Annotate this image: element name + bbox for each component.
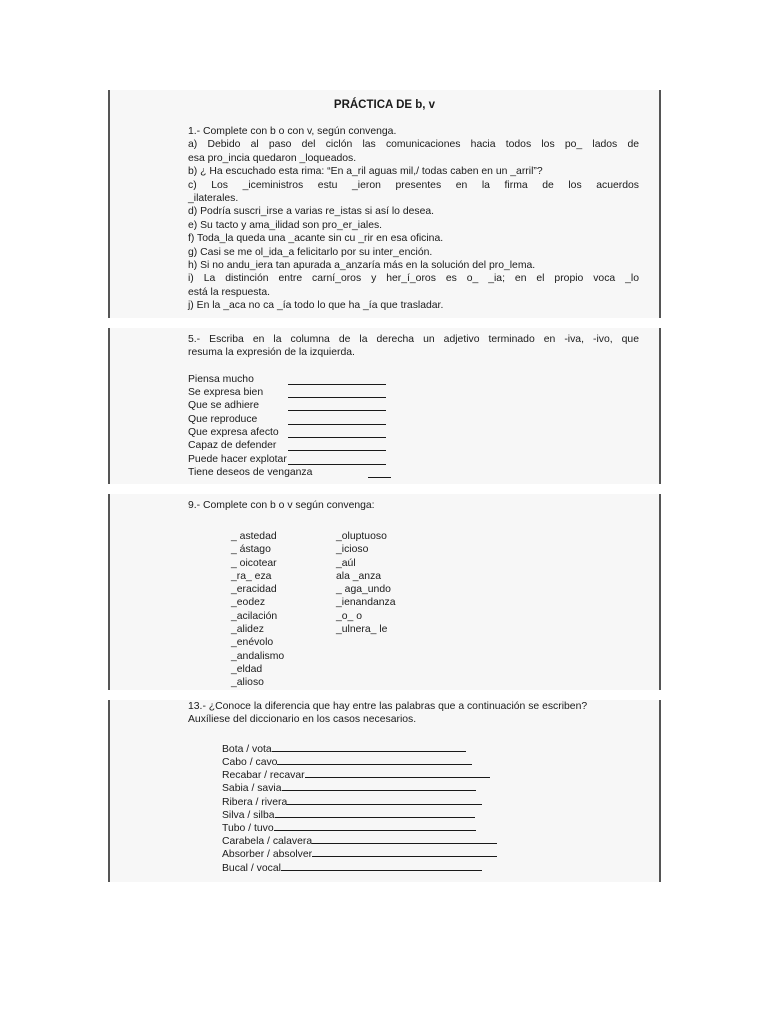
item-label: Capaz de defender (188, 440, 277, 452)
word-item: _icioso (336, 544, 369, 556)
word-item: _ aga_undo (336, 584, 391, 596)
exercise-1-line: j) En la _aca no ca _ía todo lo que ha _ía que trasladar. (188, 300, 444, 312)
word-item: _eracidad (231, 584, 277, 596)
item-label: Tiene deseos de venganza (188, 466, 313, 478)
list-item (188, 466, 639, 479)
word-item: _ienandanza (336, 597, 396, 609)
item-label: Que se adhiere (188, 400, 260, 412)
exercise-5-intro-line: 5.- Escriba en la columna de la derecha un adjetivo terminado en -iva, -ivo, que (188, 334, 639, 345)
exercise-9 (188, 499, 639, 689)
list-item (188, 373, 639, 386)
exercise-1-line: _ilaterales. (188, 193, 239, 205)
exercise-1-panel (108, 90, 661, 318)
exercise-1-line: i) La distinción entre carní_oros y her_í_oros es o_ _ia; en el propio voca _lo (188, 273, 639, 285)
list-item (222, 807, 639, 820)
word-item: _ ástago (231, 544, 271, 556)
item-label: Recabar / recavar (222, 770, 305, 782)
word-item: _ra_ eza (231, 570, 272, 582)
answer-blank[interactable] (288, 386, 386, 398)
item-label: Sabia / savia (222, 783, 282, 795)
exercise-1-line: d) Podría suscri_irse a varias re_istas si así lo desea. (188, 206, 435, 218)
answer-blank[interactable] (288, 373, 386, 385)
item-label: Tubo / tuvo (222, 822, 274, 834)
list-item (222, 754, 639, 767)
word-item: ala _anza (336, 570, 382, 582)
word-column-1 (231, 530, 284, 690)
exercise-9-panel (108, 494, 661, 690)
exercise-13 (188, 700, 639, 873)
word-item: _alidez (231, 624, 264, 636)
answer-blank[interactable] (275, 807, 475, 818)
answer-blank[interactable] (288, 413, 386, 425)
exercise-1-line: h) Si no andu_iera tan apurada a_anzaría más en la solución del pro_lema. (188, 260, 536, 272)
answer-blank[interactable] (288, 453, 386, 465)
exercise-1-line: esa pro_incia quedaron _loqueados. (188, 152, 357, 164)
item-label: Se expresa bien (188, 387, 264, 399)
item-label: Cabo / cavo (222, 757, 278, 768)
answer-blank[interactable] (312, 846, 497, 857)
word-item: _alioso (231, 677, 264, 689)
word-item: _acilación (231, 610, 278, 622)
word-item: _ oicotear (231, 557, 277, 569)
item-label: Carabela / calavera (222, 836, 313, 848)
word-column-2 (336, 530, 396, 636)
list-item (222, 741, 639, 754)
answer-blank[interactable] (312, 833, 497, 844)
answer-blank[interactable] (305, 767, 490, 778)
list-item (188, 453, 639, 466)
item-label: Que reproduce (188, 413, 258, 425)
exercise-5-panel (108, 328, 661, 484)
answer-blank[interactable] (288, 399, 386, 411)
item-label: Absorber / absolver (222, 849, 313, 861)
list-item (222, 794, 639, 807)
exercise-9-intro: 9.- Complete con b o v según convenga: (188, 500, 375, 511)
answer-blank[interactable] (272, 741, 466, 752)
exercise-1-line: c) Los _iceministros estu _ieron presentes en la firma de los acuerdos (188, 179, 639, 191)
list-item (222, 846, 639, 859)
item-label: Piensa mucho (188, 373, 254, 385)
exercise-1-line: 1.- Complete con b o con v, según convenga. (188, 126, 397, 137)
list-item (222, 767, 639, 780)
word-item: _aúl (336, 557, 356, 569)
exercise-1-line: b) ¿ Ha escuchado esta rima: “En a_ril aguas mil,/ todas caben en un _arril”? (188, 166, 543, 178)
list-item (222, 780, 639, 793)
exercise-1-line: está la respuesta. (188, 286, 271, 298)
answer-blank[interactable] (288, 426, 386, 438)
list-item (188, 439, 639, 452)
item-label: Puede hacer explotar (188, 453, 287, 465)
item-label: Que expresa afecto (188, 427, 279, 438)
word-item: _o_ o (336, 610, 363, 622)
answer-blank[interactable] (281, 860, 482, 871)
exercise-5 (188, 333, 639, 479)
exercise-13-intro-line: 13.- ¿Conoce la diferencia que hay entre las palabras que a continuación se escriben? (188, 701, 588, 712)
exercise-1 (188, 125, 639, 313)
word-item: _ulnera_ le (336, 624, 388, 636)
word-item: _eodez (231, 597, 266, 609)
page-title: PRÁCTICA DE b, v (333, 99, 436, 111)
word-item: _enévolo (231, 637, 274, 649)
answer-blank[interactable] (368, 466, 391, 478)
answer-blank[interactable] (277, 754, 472, 765)
list-item (188, 413, 639, 426)
exercise-1-line: a) Debido al paso del ciclón las comunicaciones hacia todos los po_ lados de (188, 139, 639, 151)
list-item (188, 426, 639, 439)
exercise-13-intro-line: Auxíliese del diccionario en los casos necesarios. (188, 714, 417, 726)
list-item (188, 386, 639, 399)
item-label: Bucal / vocal (222, 862, 281, 874)
list-item (222, 833, 639, 846)
answer-blank[interactable] (282, 780, 476, 791)
exercise-13-panel (108, 700, 661, 882)
item-label: Bota / vota (222, 743, 272, 755)
exercise-1-line: f) Toda_la queda una _acante sin cu _rir en esa oficina. (188, 233, 444, 245)
word-item: _andalismo (231, 650, 285, 662)
item-label: Ribera / rivera (222, 796, 288, 808)
list-item (222, 820, 639, 833)
word-item: _oluptuoso (336, 531, 387, 542)
exercise-1-line: e) Su tacto y ama_ilidad son pro_er_iales. (188, 219, 383, 231)
list-item (222, 860, 639, 873)
exercise-1-line: g) Casi se me ol_ida_a felicitarlo por su inter_ención. (188, 246, 433, 258)
answer-blank[interactable] (287, 794, 482, 805)
word-item: _eldad (231, 663, 263, 675)
item-label: Silva / silba (222, 809, 275, 821)
word-item: _ astedad (231, 531, 277, 542)
list-item (188, 399, 639, 412)
answer-blank[interactable] (274, 820, 476, 831)
answer-blank[interactable] (288, 439, 386, 451)
exercise-5-intro-line: resuma la expresión de la izquierda. (188, 347, 355, 359)
